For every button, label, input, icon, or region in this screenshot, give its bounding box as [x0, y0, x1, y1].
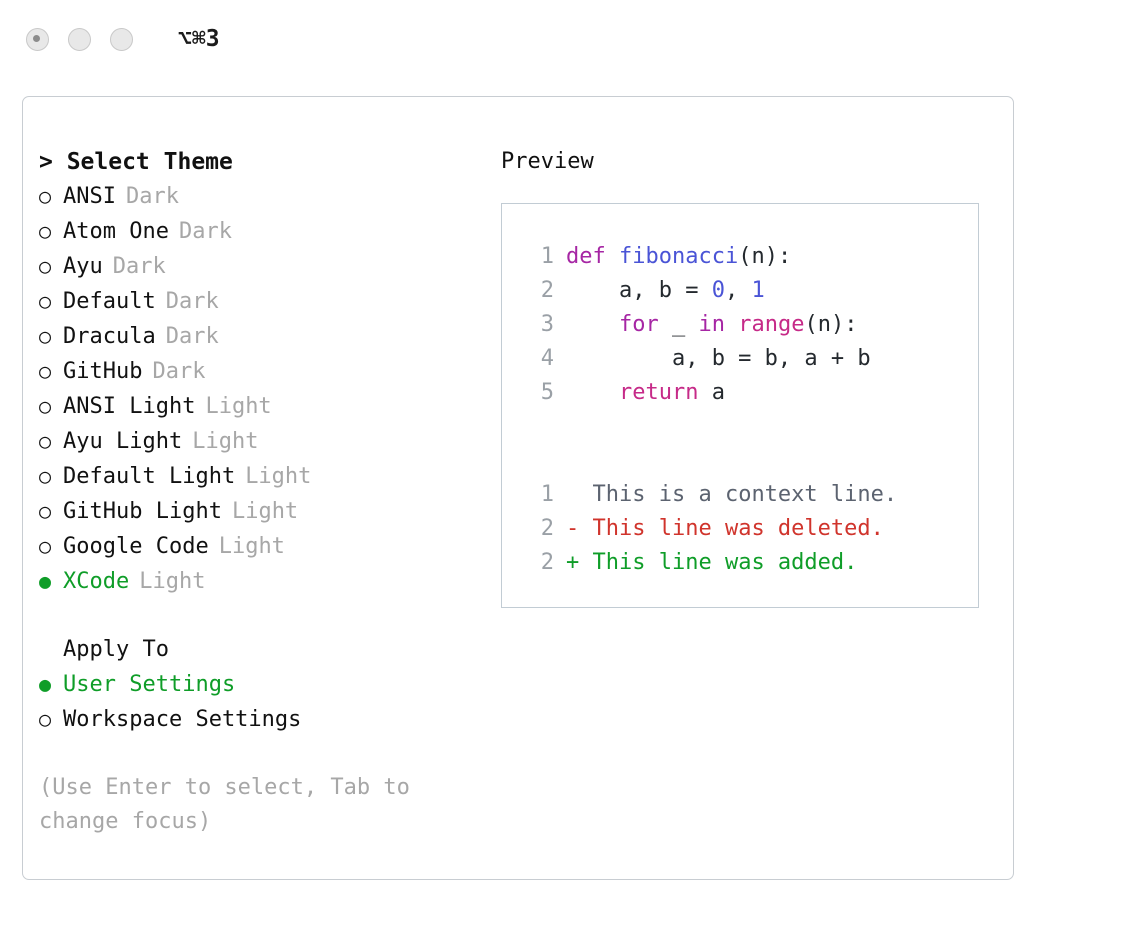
code-token-plain [725, 312, 738, 337]
theme-name: GitHub Light [63, 499, 222, 524]
theme-name: Default Light [63, 464, 236, 489]
line-number: 1 [540, 244, 554, 269]
theme-variant: Dark [165, 324, 219, 349]
code-token-plain: (n): [738, 244, 792, 269]
theme-item-atom-one-dark[interactable] [39, 214, 489, 249]
radio-icon[interactable]: ○ [39, 394, 52, 418]
theme-variant: Light [192, 429, 259, 454]
theme-variant: Dark [178, 219, 232, 244]
spacer [39, 599, 489, 633]
diff-marker [566, 478, 593, 512]
theme-variant: Dark [152, 359, 206, 384]
code-token-function: fibonacci [618, 244, 739, 269]
theme-item-ayu-light[interactable] [39, 424, 489, 459]
line-number: 4 [540, 346, 554, 371]
theme-variant: Light [139, 569, 206, 594]
theme-name: Google Code [63, 534, 209, 559]
code-token-plain: a [698, 380, 725, 405]
theme-name: Atom One [63, 219, 169, 244]
radio-icon[interactable]: ○ [39, 219, 52, 243]
apply-to-name: User Settings [63, 672, 236, 697]
code-token-number: 0 [711, 278, 725, 303]
theme-variant: Dark [125, 184, 179, 209]
theme-name: ANSI Light [63, 394, 196, 419]
code-token-plain: _ [658, 312, 699, 337]
radio-icon[interactable]: ○ [39, 184, 52, 208]
code-line [520, 376, 978, 410]
theme-selector-panel [22, 96, 1014, 880]
radio-icon[interactable]: ○ [39, 429, 52, 453]
code-line [520, 342, 978, 376]
apply-to-name: Workspace Settings [63, 707, 302, 732]
diff-line-deleted [520, 512, 978, 546]
line-number: 2 [540, 550, 554, 575]
minimize-dot[interactable] [68, 28, 91, 51]
theme-item-default-dark[interactable] [39, 284, 489, 319]
line-number: 2 [540, 278, 554, 303]
radio-selected-icon[interactable]: ● [39, 569, 52, 593]
code-line [520, 274, 978, 308]
theme-item-github-light[interactable] [39, 494, 489, 529]
apply-to-label: Apply To [63, 637, 169, 662]
theme-list[interactable] [39, 179, 489, 599]
code-token-number: 1 [751, 278, 765, 303]
radio-icon[interactable]: ○ [39, 499, 52, 523]
theme-variant: Dark [165, 289, 219, 314]
theme-item-github-dark[interactable] [39, 354, 489, 389]
code-token-plain: , [724, 278, 752, 303]
code-text [566, 274, 765, 308]
radio-icon[interactable]: ○ [39, 464, 52, 488]
code-token-plain [566, 380, 619, 405]
code-text [566, 308, 857, 342]
theme-item-ansi-light[interactable] [39, 389, 489, 424]
code-token-keyword: in [698, 312, 725, 337]
line-number: 3 [540, 312, 554, 337]
theme-item-ayu-dark[interactable] [39, 249, 489, 284]
spacer [39, 737, 489, 771]
theme-name: GitHub [63, 359, 143, 384]
preview-column [501, 145, 1001, 608]
theme-item-xcode-light[interactable] [39, 564, 489, 599]
theme-item-dracula-dark[interactable] [39, 319, 489, 354]
apply-to-item-workspace-settings[interactable] [39, 702, 489, 737]
code-token-keyword: def [566, 244, 619, 269]
select-theme-heading: > Select Theme [39, 149, 233, 175]
code-token-plain: a, b = [566, 278, 712, 303]
radio-icon[interactable]: ○ [39, 534, 52, 558]
code-text [566, 376, 725, 410]
code-token-plain: (n): [804, 312, 858, 337]
keyboard-hint-text: (Use Enter to select, Tab to change focus) [39, 775, 424, 834]
theme-variant: Light [205, 394, 272, 419]
diff-text: This line was added. [592, 550, 858, 575]
spacer [520, 410, 978, 444]
line-number: 5 [540, 380, 554, 405]
theme-name: Dracula [63, 324, 156, 349]
diff-line-added [520, 546, 978, 580]
theme-name: XCode [63, 569, 130, 594]
code-token-builtin: return [618, 380, 699, 405]
code-token-plain: a, b = b, a + b [566, 346, 871, 371]
diff-text: This line was deleted. [592, 516, 884, 541]
close-dot[interactable] [26, 28, 49, 51]
theme-name: Ayu [63, 254, 103, 279]
theme-item-ansi-dark[interactable] [39, 179, 489, 214]
theme-item-default-light[interactable] [39, 459, 489, 494]
code-text [566, 342, 871, 376]
theme-name: Default [63, 289, 156, 314]
diff-marker: + [566, 550, 593, 575]
preview-box [501, 203, 979, 608]
code-text [566, 240, 791, 274]
radio-icon[interactable]: ○ [39, 324, 52, 348]
keyboard-shortcut-label: ⌥⌘3 [178, 26, 220, 52]
diff-text: This is a context line. [592, 482, 898, 507]
diff-marker: - [566, 516, 593, 541]
title-bar [0, 0, 1140, 78]
radio-icon[interactable]: ○ [39, 254, 52, 278]
maximize-dot[interactable] [110, 28, 133, 51]
theme-item-google-code-light[interactable] [39, 529, 489, 564]
code-line [520, 240, 978, 274]
theme-variant: Light [231, 499, 299, 524]
radio-icon[interactable]: ○ [39, 359, 52, 383]
code-line [520, 308, 978, 342]
line-number: 2 [540, 516, 554, 541]
preview-title: Preview [501, 149, 594, 174]
theme-variant: Light [218, 534, 285, 559]
radio-icon[interactable]: ○ [39, 289, 52, 313]
code-token-plain [566, 312, 619, 337]
code-token-builtin: range [738, 312, 805, 337]
spacer [520, 444, 978, 478]
line-number: 1 [540, 482, 554, 507]
theme-name: Ayu Light [63, 429, 183, 454]
theme-name: ANSI [63, 184, 116, 209]
theme-list-column [39, 145, 489, 839]
theme-variant: Light [245, 464, 312, 489]
radio-selected-icon[interactable]: ● [39, 672, 52, 696]
theme-variant: Dark [112, 254, 166, 279]
diff-line-context [520, 478, 978, 512]
radio-icon[interactable]: ○ [39, 707, 52, 731]
apply-to-item-user-settings[interactable] [39, 667, 489, 702]
apply-to-list[interactable] [39, 667, 489, 737]
code-token-keyword: for [618, 312, 659, 337]
